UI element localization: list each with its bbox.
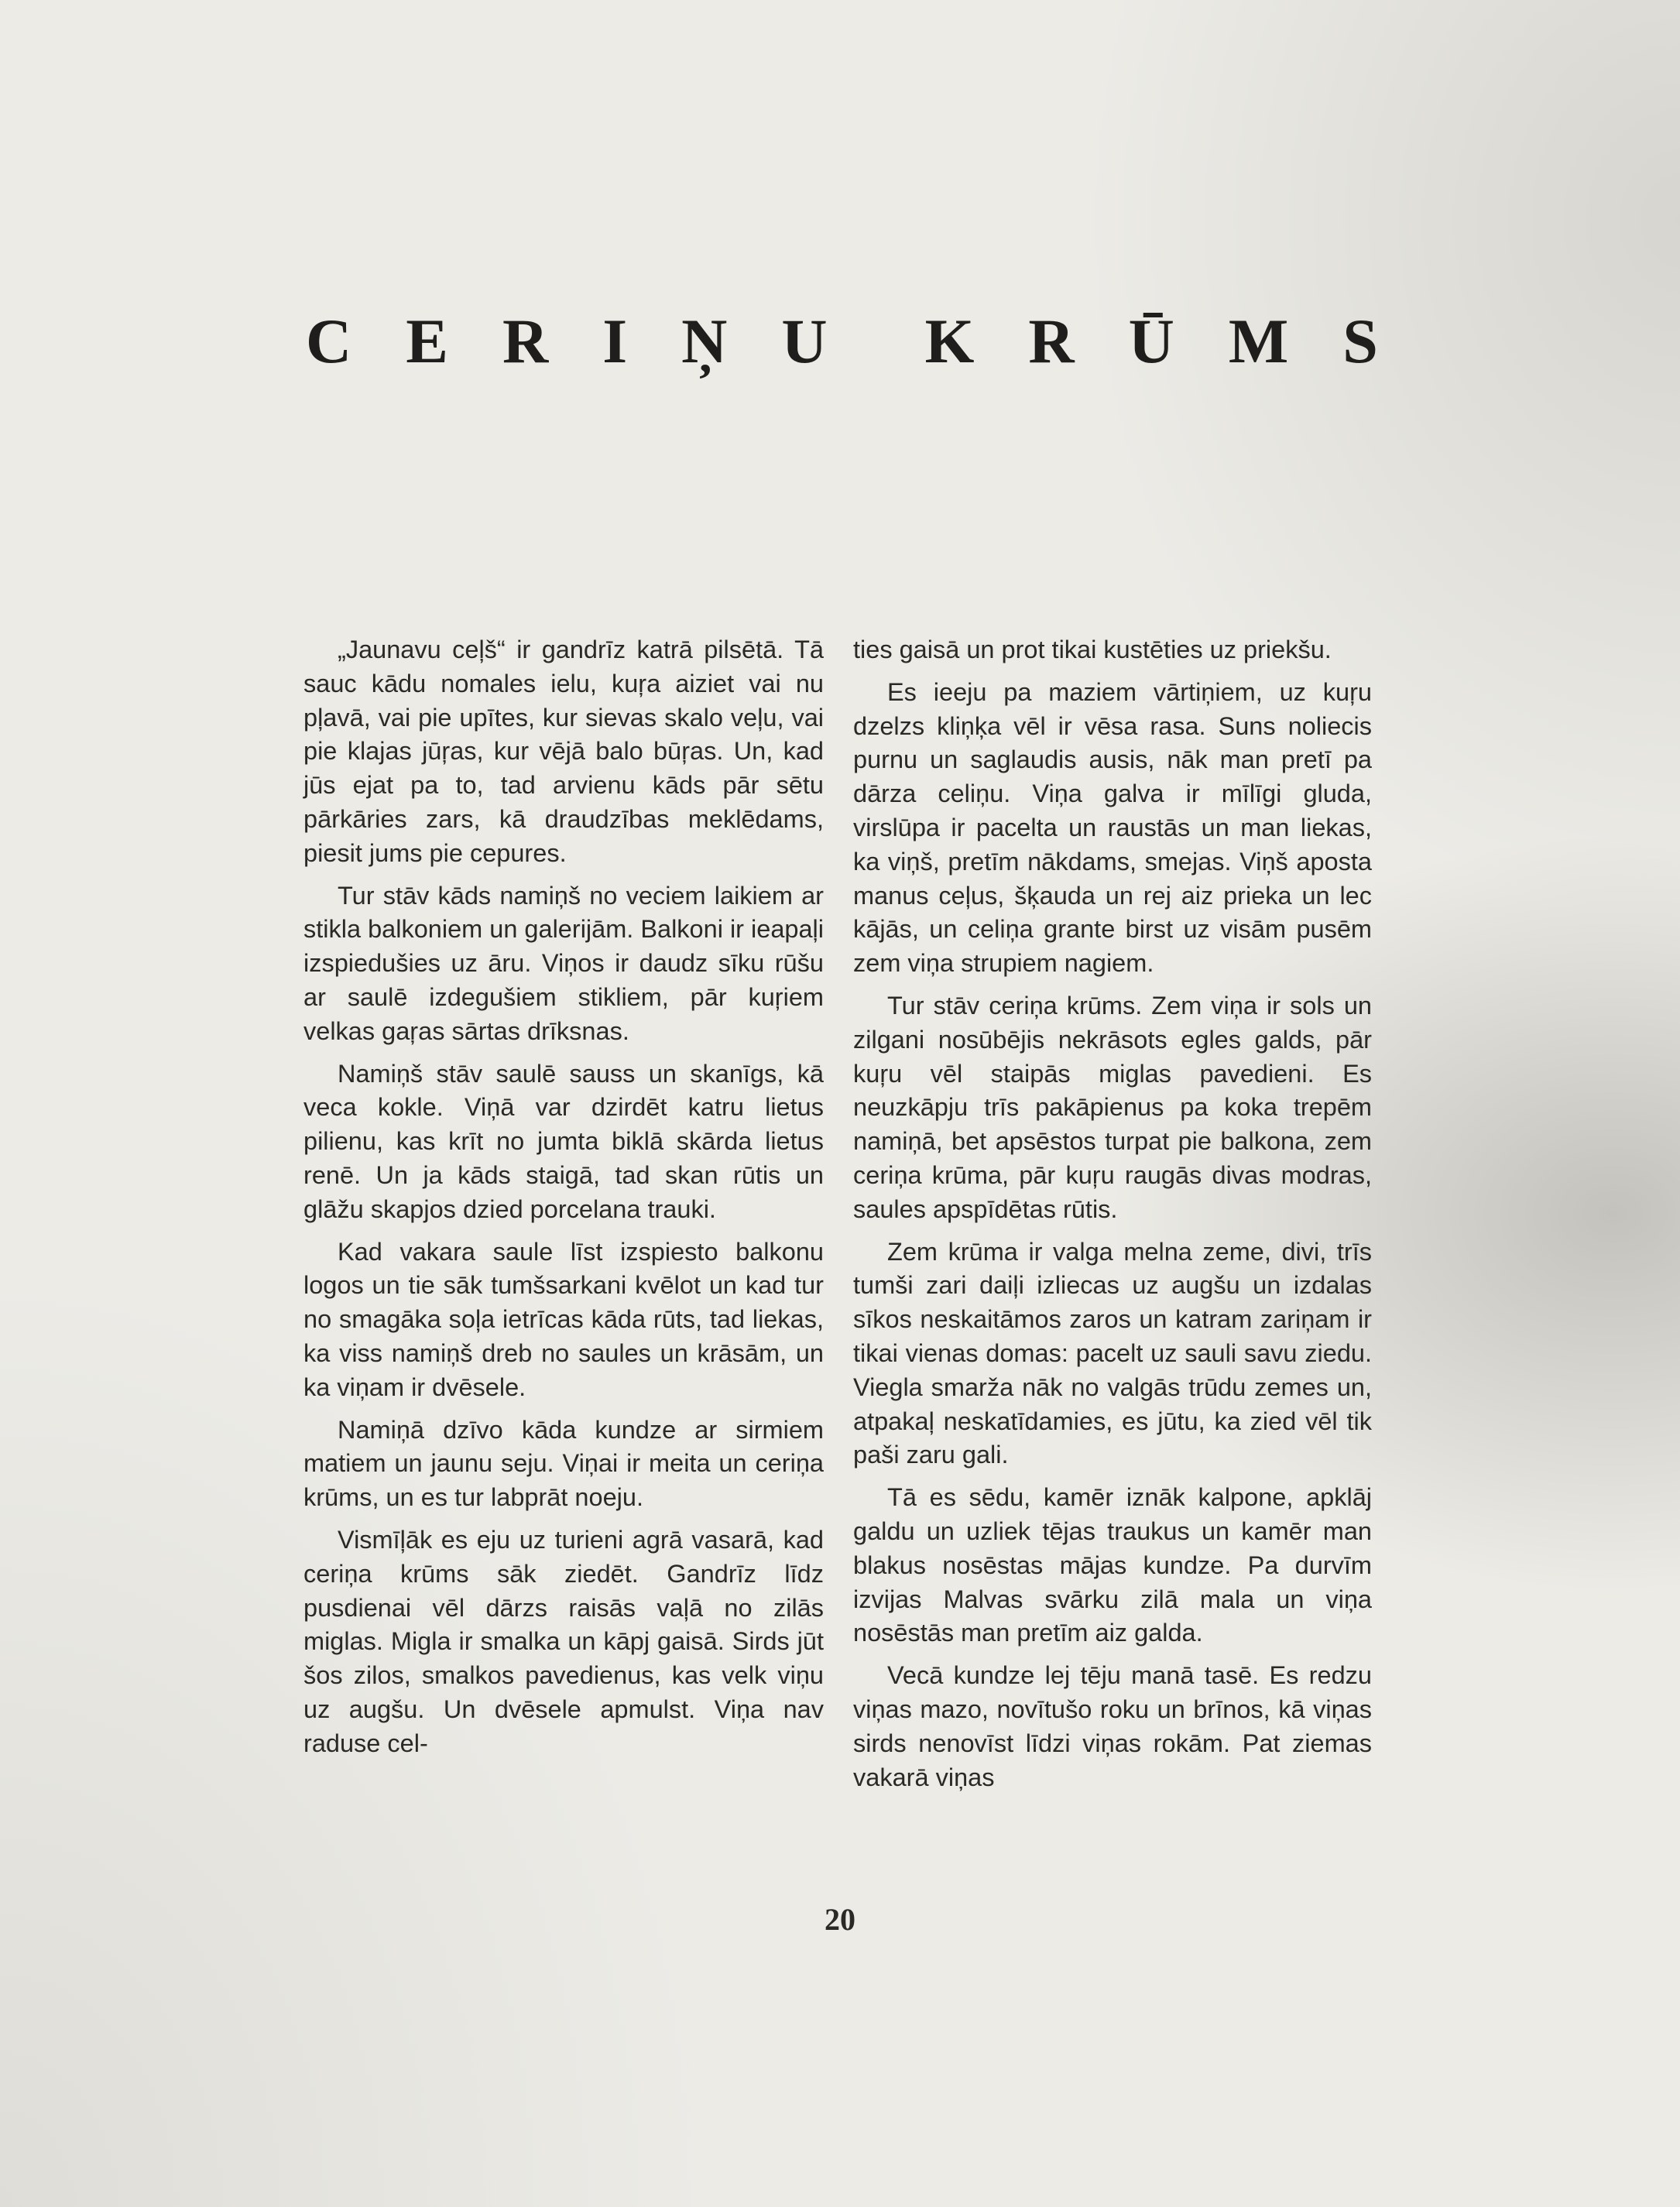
paragraph: Tā es sēdu, kamēr iznāk kalpone, apklāj galdu un uzliek tējas traukus un kamēr man blakus nosēstas mājas kundze. Pa durvīm izvijas Malvas svārku zilā mala un viņa nosēstās man pretīm aiz galda. [853, 1483, 1372, 1647]
title-letter: Ū [1128, 306, 1174, 376]
title-letter: K [924, 306, 975, 376]
title-letter: C [306, 306, 352, 376]
title-letter: R [1028, 306, 1075, 376]
page-number: 20 [825, 1902, 855, 1937]
right-text-column [853, 633, 1372, 1803]
title-letter: I [602, 306, 628, 376]
paragraph: Namiņš stāv saulē sauss un skanīgs, kā veca kokle. Viņā var dzirdēt katru lietus pilienu, kas krīt no jumta biklā skārda lietus renē. Un ja kāds staigā, tad skan rūtis un glāžu skapjos dzied porcelana trauki. [303, 1059, 824, 1223]
paragraph: Kad vakara saule līst izspiesto balkonu logos un tie sāk tumšsarkani kvēlot un kad tur no smagāka soļa ietrīcas kāda rūts, tad liekas, ka viss namiņš dreb no saules un krāsām, un ka viņam ir dvēsele. [303, 1237, 824, 1401]
paragraph: Tur stāv ceriņa krūms. Zem viņa ir sols un zilgani nosūbējis nekrāsots egles galds, pār kuŗu vēl staipās miglas pavedieni. Es neuzkāpju trīs pakāpienus pa koka trepēm namiņā, bet apsēstos turpat pie balkona, zem ceriņa krūma, pār kuŗu raugās divas modras, saules apspīdētas rūtis. [853, 991, 1372, 1223]
title-letter: S [1342, 306, 1378, 376]
paragraph: Tur stāv kāds namiņš no veciem laikiem ar stikla balkoniem un galerijām. Balkoni ir ieapaļi izspiedušies uz āru. Viņos ir daudz sīku rūšu ar saulē izdegušiem stikliem, pār kuŗiem velkas gaŗas sārtas drīksnas. [303, 881, 824, 1045]
title-letter: R [502, 306, 549, 376]
paragraph: Es ieeju pa maziem vārtiņiem, uz kuŗu dzelzs kliņķa vēl ir vēsa rasa. Suns noliecis purnu un saglaudis ausis, nāk man pretī pa dārza celiņu. Viņa galva ir mīlīgi gluda, virslūpa ir pacelta un raustās un man liekas, ka viņš, pretīm nākdams, smejas. Viņš aposta manus ceļus, šķauda un rej aiz prieka un lec kājās, un celiņa grante birst uz visām pusēm zem viņa strupiem nagiem. [853, 677, 1372, 978]
paragraph: „Jaunavu ceļš“ ir gandrīz katrā pilsētā. Tā sauc kādu nomales ielu, kuŗa aiziet vai nu pļavā, vai pie upītes, kur sievas skalo veļu, vai pie klajas jūŗas, kur vējā balo būŗas. Un, kad jūs ejat pa to, tad arvienu kāds pār sētu pārkāries zars, kā draudzības meklēdams, piesit jums pie cepures. [303, 636, 824, 867]
title-letter: Ņ [681, 306, 728, 376]
left-text-column [303, 633, 824, 1770]
title-letter: U [781, 306, 828, 376]
paragraph: Vismīļāk es eju uz turieni agrā vasarā, kad ceriņa krūms sāk ziedēt. Gandrīz līdz pusdienai vēl dārzs raisās vaļā no zilās miglas. Migla ir smalka un kāpj gaisā. Sirds jūt šos zilos, smalkos pavedienus, kas velk viņu uz augšu. Un dvēsele apmulst. Viņa nav raduse cel- [303, 1525, 824, 1757]
title-letter: E [406, 306, 448, 376]
paragraph-continuation: ties gaisā un prot tikai kustēties uz priekšu. [853, 636, 1332, 663]
page-title [306, 306, 1378, 376]
paragraph: Namiņā dzīvo kāda kundze ar sirmiem matiem un jaunu seju. Viņai ir meita un ceriņa krūms, un es tur labprāt noeju. [303, 1415, 824, 1512]
title-letter: M [1228, 306, 1289, 376]
paragraph: Vecā kundze lej tēju manā tasē. Es redzu viņas mazo, novītušo roku un brīnos, kā viņas sirds nenovīst līdzi viņas rokām. Pat ziemas vakarā viņas [853, 1661, 1372, 1791]
paragraph: Zem krūma ir valga melna zeme, divi, trīs tumši zari daiļi izliecas uz augšu un izdalas sīkos neskaitāmos zaros un katram zariņam ir tikai vienas domas: pacelt uz sauli savu ziedu. Viegla smarža nāk no valgās trūdu zemes un, atpakaļ neskatīdamies, es jūtu, ka zied vēl tik paši zaru gali. [853, 1237, 1372, 1469]
